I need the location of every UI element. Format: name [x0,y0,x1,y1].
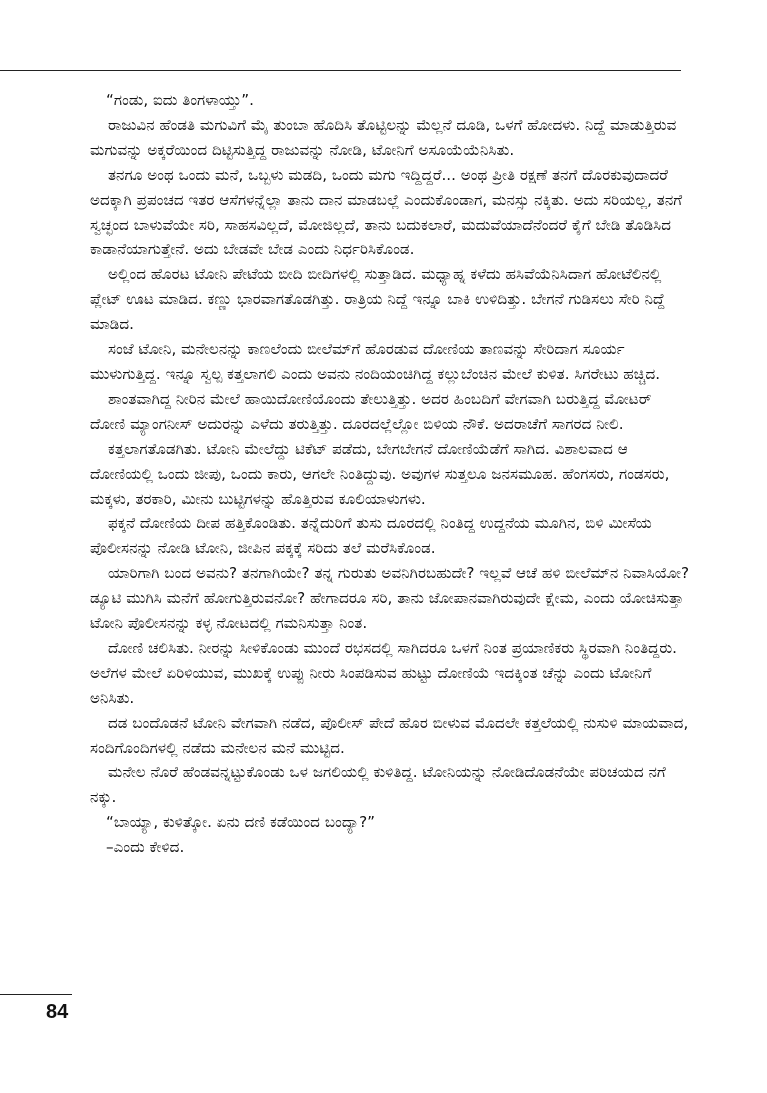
paragraph-8: ಫಕ್ಕನೆ ದೋಣಿಯ ದೀಪ ಹತ್ತಿಕೊಂಡಿತು. ತನ್ನೆದುರಿಗೆ ತುಸು ದೂರದಲ್ಲಿ ನಿಂತಿದ್ದ ಉದ್ದನೆಯ ಮೂಗಿನ, ಬಿಳಿ ಮೀಸೆಯ ಪೊಲೀಸನನ್ನು ನೋಡಿ ಟೋನಿ, ಜೀಪಿನ ಪಕ್ಕಕ್ಕೆ ಸರಿದು ತಲೆ ಮರೆಸಿಕೊಂಡ. [90,514,652,558]
paragraph-4: ಅಲ್ಲಿಂದ ಹೊರಟ ಟೋನಿ ಪೇಟೆಯ ಬೀದಿ ಬೀದಿಗಳಲ್ಲಿ ಸುತ್ತಾಡಿದ. ಮಧ್ಯಾಹ್ನ ಕಳೆದು ಹಸಿವೆಯೆನಿಸಿದಾಗ ಹೋಟೆಲಿನಲ್ಲಿ ಪ್ಲೇಟ್ ಊಟ ಮಾಡಿದ. ಕಣ್ಣು ಭಾರವಾಗತೊಡಗಿತ್ತು. ರಾತ್ರಿಯ ನಿದ್ದೆ ಇನ್ನೂ ಬಾಕಿ ಉಳಿದಿತ್ತು. ಬೇಗನೆ ಗುಡಿಸಲು ಸೇರಿ ನಿದ್ದೆ ಮಾಡಿದ. [90,265,665,334]
paragraph-10: ದೋಣಿ ಚಲಿಸಿತು. ನೀರನ್ನು ಸೀಳಿಕೊಂಡು ಮುಂದೆ ರಭಸದಲ್ಲಿ ಸಾಗಿದರೂ ಒಳಗೆ ನಿಂತ ಪ್ರಯಾಣಿಕರು ಸ್ಥಿರವಾಗಿ ನಿಂತಿದ್ದರು. ಅಲೆಗಳ ಮೇಲೆ ಏರಿಳಿಯುವ, ಮುಖಕ್ಕೆ ಉಪ್ಪು ನೀರು ಸಿಂಪಡಿಸುವ ಹುಟ್ಟು ದೋಣಿಯೆ ಇದಕ್ಕಿಂತ ಚೆನ್ನು ಎಂದು ಟೋನಿಗೆ ಅನಿಸಿತು. [90,638,678,707]
paragraph-6: ಶಾಂತವಾಗಿದ್ದ ನೀರಿನ ಮೇಲೆ ಹಾಯಿದೋಣಿಯೊಂದು ತೇಲುತ್ತಿತ್ತು. ಅದರ ಹಿಂಬದಿಗೆ ವೇಗವಾಗಿ ಬರುತ್ತಿದ್ದ ಮೋಟರ್ ದೋಣಿ ಮ್ಯಾಂಗನೀಸ್ ಅದುರನ್ನು ಎಳೆದು ತರುತ್ತಿತ್ತು. ದೂರದಲ್ಲೆಲ್ಲೋ ಬಿಳಿಯ ನೌಕೆ. ಅದರಾಚೆಗೆ ಸಾಗರದ ನೀಲಿ. [90,389,652,433]
paragraph-3: ತನಗೂ ಅಂಥ ಒಂದು ಮನೆ, ಒಬ್ಬಳು ಮಡದಿ, ಒಂದು ಮಗು ಇದ್ದಿದ್ದರೆ... ಅಂಥ ಪ್ರೀತಿ ರಕ್ಷಣೆ ತನಗೆ ದೊರಕುವುದಾದರೆ ಅದಕ್ಕಾಗಿ ಪ್ರಪಂಚದ ಇತರ ಆಸೆಗಳನ್ನೆಲ್ಲಾ ತಾನು ದಾನ ಮಾಡಬಲ್ಲೆ ಎಂದುಕೊಂಡಾಗ, ಮನಸ್ಸು ನಕ್ಕಿತು. ಅದು ಸರಿಯಲ್ಲ, ತನಗೆ ಸ್ವಚ್ಛಂದ ಬಾಳುವೆಯೇ ಸರಿ, ಸಾಹಸವಿಲ್ಲದೆ, ಮೋಜಿಲ್ಲದೆ, ತಾನು ಬದುಕಲಾರೆ, ಮದುವೆಯಾದೆನೆಂದರೆ ಕೈಗೆ ಬೇಡಿ ತೊಡಿಸಿದ ಕಾಡಾನೆಯಾಗುತ್ತೇನೆ. ಅದು ಬೇಡವೇ ಬೇಡ ಎಂದು ನಿರ್ಧರಿಸಿಕೊಂಡ. [90,165,683,259]
paragraph-2: ರಾಜುವಿನ ಹೆಂಡತಿ ಮಗುವಿಗೆ ಮೈ ತುಂಬಾ ಹೊದಿಸಿ ತೊಟ್ಟಿಲನ್ನು ಮೆಲ್ಲನೆ ದೂಡಿ, ಒಳಗೆ ಹೋದಳು. ನಿದ್ದೆ ಮಾಡುತ್ತಿರುವ ಮಗುವನ್ನು ಅಕ್ಕರೆಯಿಂದ ದಿಟ್ಟಿಸುತ್ತಿದ್ದ ರಾಜುವನ್ನು ನೋಡಿ, ಟೋನಿಗೆ ಅಸೂಯೆಯೆನಿಸಿತು. [90,115,677,159]
page-number: 84 [46,1001,69,1023]
top-rule [0,70,681,71]
footer-rule [0,994,72,995]
paragraph-7: ಕತ್ತಲಾಗತೊಡಗಿತು. ಟೋನಿ ಮೇಲೆದ್ದು ಟಿಕೆಟ್ ಪಡೆದು, ಬೇಗಬೇಗನೆ ದೋಣಿಯೆಡೆಗೆ ಸಾಗಿದ. ವಿಶಾಲವಾದ ಆ ದೋಣಿಯಲ್ಲಿ ಒಂದು ಜೀಪು, ಒಂದು ಕಾರು, ಆಗಲೇ ನಿಂತಿದ್ದುವು. ಅವುಗಳ ಸುತ್ತಲೂ ಜನಸಮೂಹ. ಹೆಂಗಸರು, ಗಂಡಸರು, ಮಕ್ಕಳು, ತರಕಾರಿ, ಮೀನು ಬುಟ್ಟಿಗಳನ್ನು ಹೊತ್ತಿರುವ ಕೂಲಿಯಾಳುಗಳು. [90,439,670,508]
paragraph-5: ಸಂಜೆ ಟೋನಿ, ಮನೇಲನನ್ನು ಕಾಣಲೆಂದು ಬೀಲೆಮ್‌ಗೆ ಹೊರಡುವ ದೋಣಿಯ ತಾಣವನ್ನು ಸೇರಿದಾಗ ಸೂರ್ಯ ಮುಳುಗುತ್ತಿದ್ದ. ಇನ್ನೂ ಸ್ವಲ್ಪ ಕತ್ತಲಾಗಲಿ ಎಂದು ಅವನು ನಂದಿಯಂಚಿಗಿದ್ದ ಕಲ್ಲುಬೆಂಚಿನ ಮೇಲೆ ಕುಳಿತ. ಸಿಗರೇಟು ಹಚ್ಚಿದ. [90,340,661,383]
paragraph-1: “ಗಂಡು, ಐದು ತಿಂಗಳಾಯ್ತು”. [106,91,254,109]
page-body [90,88,690,860]
paragraph-14: –ಎಂದು ಕೇಳಿದ. [106,838,185,857]
paragraph-9: ಯಾರಿಗಾಗಿ ಬಂದ ಅವನು? ತನಗಾಗಿಯೇ? ತನ್ನ ಗುರುತು ಅವನಿಗಿರಬಹುದೇ? ಇಲ್ಲವೆ ಆಚೆ ಹಳಿ ಬೀಲೆಮ್‌ನ ನಿವಾಸಿಯೋ? ಡ್ಯೂಟಿ ಮುಗಿಸಿ ಮನೆಗೆ ಹೋಗುತ್ತಿರುವನೋ? ಹೇಗಾದರೂ ಸರಿ, ತಾನು ಜೋಪಾನವಾಗಿರುವುದೇ ಕ್ಷೇಮ, ಎಂದು ಯೋಚಿಸುತ್ತಾ ಟೋನಿ ಪೊಲೀಸನನ್ನು ಕಳ್ಳ ನೋಟದಲ್ಲಿ ಗಮನಿಸುತ್ತಾ ನಿಂತ. [90,564,690,633]
paragraph-11: ದಡ ಬಂದೊಡನೆ ಟೋನಿ ವೇಗವಾಗಿ ನಡೆದ, ಪೊಲೀಸ್ ಪೇದೆ ಹೊರ ಬೀಳುವ ಮೊದಲೇ ಕತ್ತಲೆಯಲ್ಲಿ ನುಸುಳಿ ಮಾಯವಾದ, ಸಂದಿಗೊಂದಿಗಳಲ್ಲಿ ನಡೆದು ಮನೇಲನ ಮನೆ ಮುಟ್ಟಿದ. [90,713,689,757]
paragraph-13-dialog: “ಬಾಯ್ಯಾ, ಕುಳಿತ್ಕೋ. ಏನು ದಣಿ ಕಡೆಯಿಂದ ಬಂದ್ಯಾ?” [106,813,376,832]
paragraph-12: ಮನೇಲ ನೊರೆ ಹೆಂಡವನ್ನಟ್ಟುಕೊಂಡು ಒಳ ಜಗಲಿಯಲ್ಲಿ ಕುಳಿತಿದ್ದ. ಟೋನಿಯನ್ನು ನೋಡಿದೊಡನೆಯೇ ಪರಿಚಯದ ನಗೆ ನಕ್ಕು. [90,763,666,807]
